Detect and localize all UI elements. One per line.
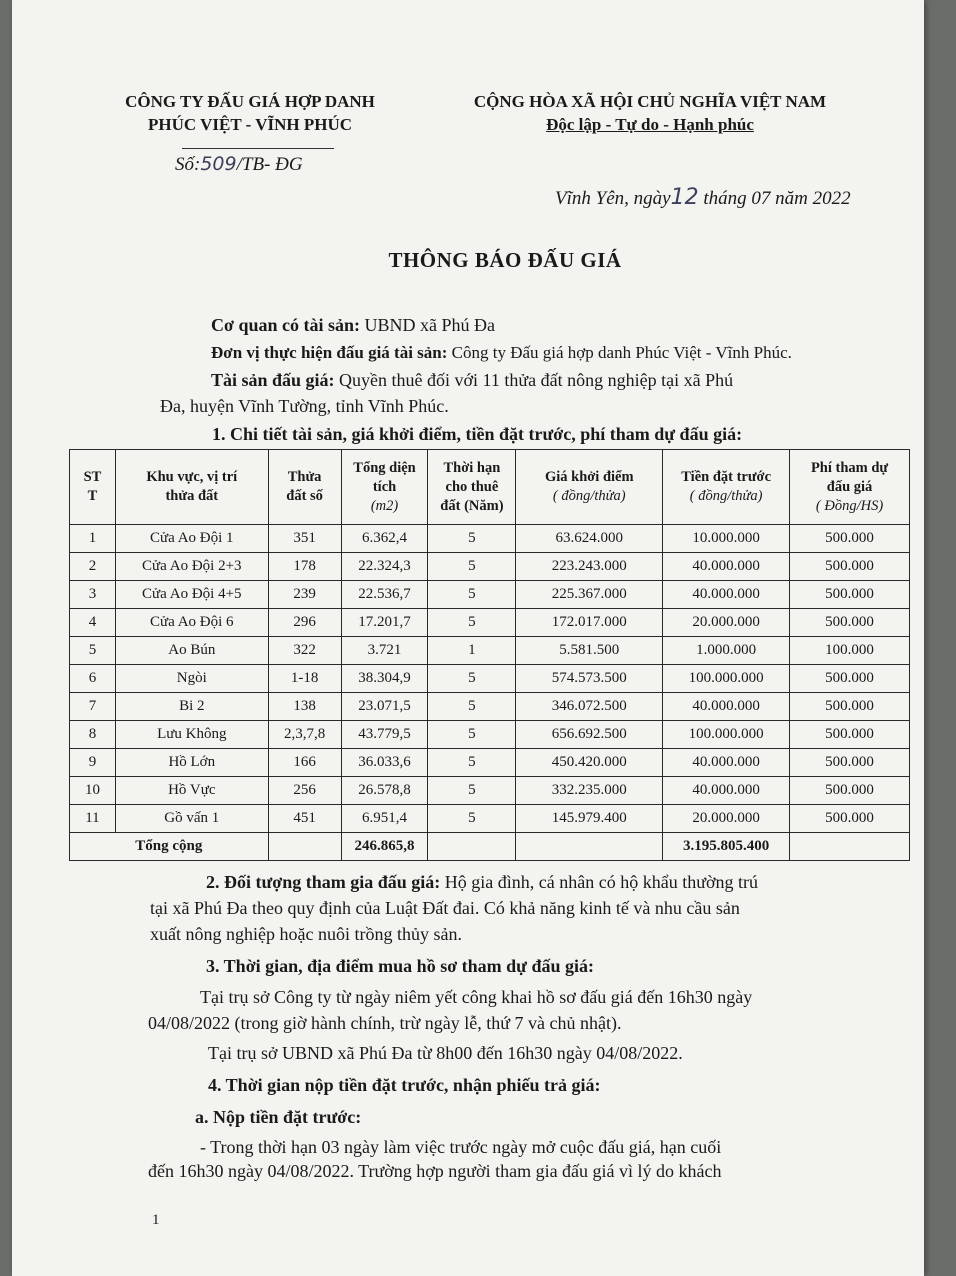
- date-prefix: Vĩnh Yên, ngày: [555, 188, 671, 209]
- header-text: T: [87, 488, 98, 504]
- asset-line1: [211, 367, 733, 393]
- header-fee: [790, 450, 910, 525]
- owner-value: UBND xã Phú Đa: [364, 315, 495, 335]
- header-text: tích: [372, 478, 397, 495]
- cell-stt: 3: [70, 581, 116, 609]
- cell-stt: 10: [70, 777, 116, 805]
- asset-label: Tài sản đấu giá:: [211, 370, 335, 390]
- cell-size: 6.362,4: [341, 525, 428, 553]
- cell-deposit: 100.000.000: [663, 721, 790, 749]
- cell-fee: 500.000: [790, 805, 910, 833]
- company-name-line2: PHÚC VIỆT - VĨNH PHÚC: [147, 115, 353, 134]
- header-text: đấu giá: [826, 478, 873, 495]
- cell-fee: 500.000: [790, 525, 910, 553]
- date-day-handwritten: 12: [670, 185, 699, 210]
- number-suffix: /TB- ĐG: [236, 154, 303, 175]
- cell-stt: 7: [70, 693, 116, 721]
- cell-term: 5: [428, 805, 516, 833]
- table-total-row: [70, 833, 910, 861]
- table-row: [70, 581, 910, 609]
- header-text: (m2): [370, 497, 399, 514]
- cell-deposit: 100.000.000: [663, 665, 790, 693]
- total-label: Tổng cộng: [70, 833, 269, 861]
- cell-size: 6.951,4: [341, 805, 428, 833]
- cell-plot: 322: [268, 637, 341, 665]
- cell-area: Cửa Ao Đội 4+5: [115, 581, 268, 609]
- cell-price: 223.243.000: [516, 553, 663, 581]
- cell-area: Gồ vấn 1: [115, 805, 268, 833]
- header-text: Phí tham dự: [810, 459, 889, 476]
- page-number: 1: [152, 1212, 160, 1228]
- cell-plot: 2,3,7,8: [268, 721, 341, 749]
- owner-label: Cơ quan có tài sản:: [211, 315, 360, 335]
- cell-price: 172.017.000: [516, 609, 663, 637]
- cell-price: 574.573.500: [516, 665, 663, 693]
- cell-deposit: 40.000.000: [663, 553, 790, 581]
- cell-plot: 1-18: [268, 665, 341, 693]
- cell-fee: 500.000: [790, 777, 910, 805]
- header-text: Giá khởi điểm: [544, 469, 634, 485]
- cell-area: Cửa Ao Đội 2+3: [115, 553, 268, 581]
- cell-area: Ngòi: [115, 665, 268, 693]
- table-row: [70, 777, 910, 805]
- number-prefix: Số:: [175, 154, 201, 175]
- cell-term: 5: [428, 553, 516, 581]
- cell-fee: 500.000: [790, 553, 910, 581]
- section2-text1: Hộ gia đình, cá nhân có hộ khẩu thường trú: [444, 872, 759, 892]
- cell-area: Lưu Không: [115, 721, 268, 749]
- header-divider-left: [182, 148, 334, 149]
- cell-stt: 11: [70, 805, 116, 833]
- cell-size: 22.536,7: [341, 581, 428, 609]
- document-title: THÔNG BÁO ĐẤU GIÁ: [388, 248, 622, 272]
- section3-line3: Tại trụ sở UBND xã Phú Đa từ 8h00 đến 16h30 ngày 04/08/2022.: [208, 1043, 683, 1063]
- table-row: [70, 693, 910, 721]
- cell-fee: 500.000: [790, 693, 910, 721]
- total-empty-price: [516, 833, 663, 861]
- table-row: [70, 525, 910, 553]
- header-term: [428, 450, 516, 525]
- cell-term: 5: [428, 749, 516, 777]
- cell-deposit: 40.000.000: [663, 749, 790, 777]
- total-empty-term: [428, 833, 516, 861]
- cell-price: 656.692.500: [516, 721, 663, 749]
- cell-area: Cửa Ao Đội 1: [115, 525, 268, 553]
- cell-area: Bi 2: [115, 693, 268, 721]
- cell-size: 17.201,7: [341, 609, 428, 637]
- cell-stt: 2: [70, 553, 116, 581]
- header-text: Khu vực, vị trí: [146, 469, 238, 485]
- table-row: [70, 553, 910, 581]
- cell-price: 450.420.000: [516, 749, 663, 777]
- owner-line: [211, 312, 495, 338]
- cell-plot: 351: [268, 525, 341, 553]
- country-name: CỘNG HÒA XÃ HỘI CHỦ NGHĨA VIỆT NAM: [473, 92, 827, 111]
- cell-fee: 500.000: [790, 665, 910, 693]
- header-text: Thời hạn: [443, 459, 501, 476]
- header-text: ST: [83, 469, 102, 485]
- cell-term: 5: [428, 777, 516, 805]
- asset-line2: Đa, huyện Vĩnh Tường, tỉnh Vĩnh Phúc.: [160, 396, 449, 416]
- total-size: 246.865,8: [341, 833, 428, 861]
- section2-line3: xuất nông nghiệp hoặc nuôi trồng thủy sản.: [150, 924, 462, 944]
- header-deposit: [663, 450, 790, 525]
- cell-term: 5: [428, 693, 516, 721]
- header-stt: [70, 450, 116, 525]
- table-row: [70, 665, 910, 693]
- asset-table: [69, 449, 910, 861]
- cell-plot: 178: [268, 553, 341, 581]
- header-text: Thửa: [287, 469, 322, 485]
- place-date: [555, 185, 851, 210]
- cell-stt: 6: [70, 665, 116, 693]
- header-plot: [268, 450, 341, 525]
- total-empty-fee: [790, 833, 910, 861]
- cell-area: Hồ Lớn: [115, 749, 268, 777]
- table-row: [70, 609, 910, 637]
- cell-plot: 166: [268, 749, 341, 777]
- cell-deposit: 1.000.000: [663, 637, 790, 665]
- cell-size: 43.779,5: [341, 721, 428, 749]
- cell-area: Cửa Ao Đội 6: [115, 609, 268, 637]
- header-text: Tiền đặt trước: [681, 469, 772, 485]
- document-number: [175, 153, 303, 176]
- cell-deposit: 40.000.000: [663, 777, 790, 805]
- cell-price: 346.072.500: [516, 693, 663, 721]
- section4-title: 4. Thời gian nộp tiền đặt trước, nhận phiếu trả giá:: [208, 1075, 601, 1095]
- cell-stt: 9: [70, 749, 116, 777]
- cell-fee: 500.000: [790, 581, 910, 609]
- table-row: [70, 805, 910, 833]
- header-text: thửa đất: [165, 488, 219, 504]
- number-handwritten: 509: [200, 153, 237, 175]
- section2-line2: tại xã Phú Đa theo quy định của Luật Đất đai. Có khả năng kinh tế và nhu cầu sản: [150, 898, 740, 918]
- company-name-line1: CÔNG TY ĐẤU GIÁ HỢP DANH: [125, 92, 375, 111]
- cell-fee: 500.000: [790, 721, 910, 749]
- cell-size: 36.033,6: [341, 749, 428, 777]
- cell-plot: 256: [268, 777, 341, 805]
- cell-fee: 100.000: [790, 637, 910, 665]
- table-header-row: [70, 450, 910, 525]
- cell-area: Hồ Vực: [115, 777, 268, 805]
- cell-area: Ao Bún: [115, 637, 268, 665]
- cell-fee: 500.000: [790, 749, 910, 777]
- section4-line1: - Trong thời hạn 03 ngày làm việc trước ngày mở cuộc đấu giá, hạn cuối: [200, 1137, 722, 1157]
- cell-plot: 138: [268, 693, 341, 721]
- section2-label: 2. Đối tượng tham gia đấu giá:: [206, 872, 441, 892]
- header-text: Tổng diện: [353, 459, 416, 476]
- cell-price: 332.235.000: [516, 777, 663, 805]
- cell-plot: 296: [268, 609, 341, 637]
- cell-size: 22.324,3: [341, 553, 428, 581]
- total-empty-plot: [268, 833, 341, 861]
- unit-label: Đơn vị thực hiện đấu giá tài sản:: [211, 343, 448, 362]
- cell-size: 3.721: [341, 637, 428, 665]
- header-text: đất số: [286, 488, 323, 504]
- cell-term: 5: [428, 525, 516, 553]
- cell-term: 1: [428, 637, 516, 665]
- header-text: ( Đồng/HS): [815, 497, 884, 514]
- date-suffix: tháng 07 năm 2022: [703, 188, 851, 209]
- cell-price: 145.979.400: [516, 805, 663, 833]
- header-size: [341, 450, 428, 525]
- section3-line1: Tại trụ sở Công ty từ ngày niêm yết công khai hồ sơ đấu giá đến 16h30 ngày: [200, 987, 753, 1007]
- section3-line2: 04/08/2022 (trong giờ hành chính, trừ ngày lễ, thứ 7 và chủ nhật).: [148, 1013, 622, 1033]
- table-row: [70, 721, 910, 749]
- header-text: cho thuê: [445, 478, 499, 495]
- table-row: [70, 637, 910, 665]
- cell-term: 5: [428, 721, 516, 749]
- header-area: [115, 450, 268, 525]
- cell-price: 63.624.000: [516, 525, 663, 553]
- unit-line: [211, 340, 792, 366]
- cell-fee: 500.000: [790, 609, 910, 637]
- section2-line1: [206, 869, 758, 895]
- section1-title: 1. Chi tiết tài sản, giá khởi điểm, tiền đặt trước, phí tham dự đấu giá:: [212, 424, 743, 444]
- cell-stt: 5: [70, 637, 116, 665]
- cell-deposit: 20.000.000: [663, 609, 790, 637]
- section4-line2: đến 16h30 ngày 04/08/2022. Trường hợp người tham gia đấu giá vì lý do khách: [148, 1161, 722, 1181]
- section4-sub-a: a. Nộp tiền đặt trước:: [195, 1107, 362, 1127]
- section3-title: 3. Thời gian, địa điểm mua hồ sơ tham dự đấu giá:: [206, 956, 594, 976]
- cell-stt: 4: [70, 609, 116, 637]
- asset-value-line1: Quyền thuê đối với 11 thửa đất nông nghiệp tại xã Phú: [339, 370, 734, 390]
- country-motto: Độc lập - Tự do - Hạnh phúc: [546, 115, 754, 134]
- cell-deposit: 20.000.000: [663, 805, 790, 833]
- cell-size: 23.071,5: [341, 693, 428, 721]
- cell-size: 26.578,8: [341, 777, 428, 805]
- cell-term: 5: [428, 665, 516, 693]
- cell-stt: 1: [70, 525, 116, 553]
- header-text: ( đồng/thửa): [689, 488, 763, 504]
- cell-price: 5.581.500: [516, 637, 663, 665]
- header-price: [516, 450, 663, 525]
- cell-term: 5: [428, 609, 516, 637]
- cell-deposit: 40.000.000: [663, 693, 790, 721]
- header-text: đất (Năm): [440, 497, 504, 514]
- cell-deposit: 40.000.000: [663, 581, 790, 609]
- table-row: [70, 749, 910, 777]
- cell-size: 38.304,9: [341, 665, 428, 693]
- cell-term: 5: [428, 581, 516, 609]
- cell-plot: 451: [268, 805, 341, 833]
- unit-value: Công ty Đấu giá hợp danh Phúc Việt - Vĩnh Phúc.: [451, 343, 792, 362]
- cell-deposit: 10.000.000: [663, 525, 790, 553]
- total-price: 3.195.805.400: [663, 833, 790, 861]
- cell-price: 225.367.000: [516, 581, 663, 609]
- cell-plot: 239: [268, 581, 341, 609]
- header-text: ( đồng/thửa): [552, 488, 626, 504]
- cell-stt: 8: [70, 721, 116, 749]
